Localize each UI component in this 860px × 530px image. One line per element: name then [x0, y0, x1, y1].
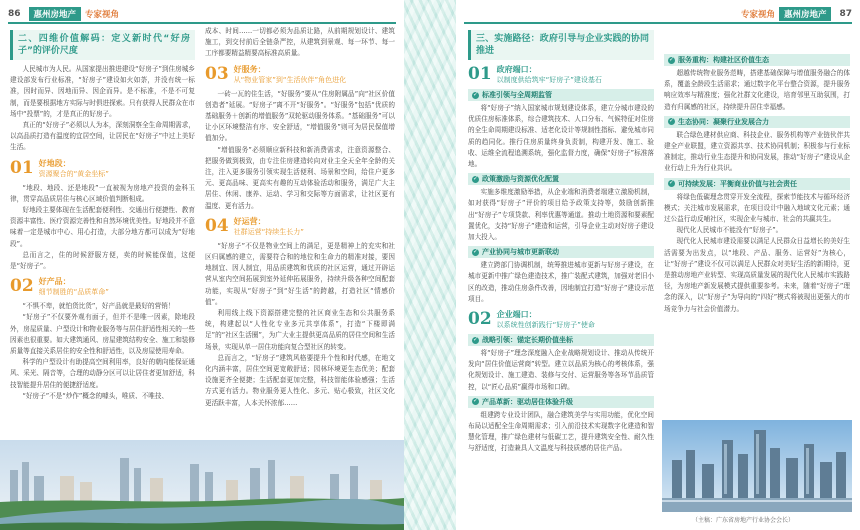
subsection-title: 好产品：	[38, 277, 71, 287]
paragraph: 好地段主要体现在生活配套便利性、交通出行便捷性、教育资源丰富性、医疗资源完善性和自然环境优美性。好地段并不意味着一定是城市中心、用心打造，大部分地方都可以成为“好地段”。	[10, 206, 195, 248]
subsection-header	[468, 310, 654, 330]
subsection-subtitle: 从“物业管家”到“生活伙伴”角色进化	[233, 75, 347, 84]
paragraph: 将“好房子”纳入国家城市规划建设体系，建立分城市建设的优质住房标准体系，综合建筑技术、人口分布、气候特征对住房的全生命周期建设标准、适老化设计等规制性指标、避免城市同质的趋同化。推行住房质量终身负责制，构建开发、施工、验收、运维全流程追溯系统，强化监督力度，确保“好房子”标准落地。	[468, 104, 654, 169]
paragraph: 成本、时间……一切都必须为品质让路，从前期规划设计、建筑施工，到交付前后全链条严控，从建筑到景观、每一环节、每一工序都要精益精要高标准高质量。	[205, 27, 395, 58]
right-page	[456, 0, 860, 530]
paragraph: 实施多维度激励举措，从企业端和消费者端建立激励机制，如对获得“好房子”评价的项目给予政策支持等，鼓励创新推出“好房子”专项贷款、利率优惠等通道。推动土地资源和要素配置优化，支持“好房子”建造和运营，引导企业主动对好房子建设加大投入。	[468, 188, 654, 242]
subsection-header	[205, 217, 395, 237]
subsection-title: 政府端口：	[496, 65, 537, 74]
subsection-subtitle: 细节制胜的“品质革命”	[38, 288, 109, 297]
paragraph: 联合绿色建材供应商、科技企业、服务机构等产业链伙伴共建全产业联盟，建立资源共享、技术协同机制；积极参与行业标准制定，推动行业生态提升和协同发展，推动“好房子”建设从企业行动上升为行业共识。	[664, 130, 850, 173]
subsection-number: 02	[468, 309, 492, 330]
topic-bar: ✓ 战略引领：锚定长期价值坐标	[468, 334, 654, 346]
check-icon	[668, 118, 675, 125]
paragraph: “不惧不卑，就怕货比货”，好产品就是最好的营销！	[22, 302, 175, 311]
skyline-photo	[662, 420, 852, 512]
check-icon	[472, 337, 479, 344]
subsection-header	[10, 277, 195, 297]
page-number: 87	[839, 9, 852, 19]
paragraph: 将绿色低碳理念贯穿开发全流程，探索节能技术与循环经济模式；关注城市发展需求，在项目设计中融入地域文化元素；通过公益行动反哺社区，实现企业与城市、社会的共赢共生。	[664, 192, 850, 224]
paragraph: 一砖一瓦的住生活，“好服务”要从“住房附属品”向“社区价值创造者”延展。“好房子”离不开“好服务”。“好服务”包括“优质的基础服务＋创新的增值服务”双轮驱动服务体系。“基础服务”可以让小区环境整洁有序、安全舒适，“增值服务”则可为居民保值增值加分。	[205, 89, 395, 143]
paragraph: 总而言之，“好房子”建筑风格要提升个性和时代感，在地文化内涵丰富，居住空间更宽敞舒适；园林环境更生态优美；配套设施更齐全便捷；生活配套更加完整，科技智能体验感强；生活方式更有活力。物业服务更人性化、多元、贴心极致，社区文化更活跃丰富，人本关怀浓郁……	[205, 353, 395, 407]
subsection-subtitle: 社群运营“持续生长力”	[233, 227, 304, 236]
check-icon	[472, 176, 479, 183]
paragraph: “好房子”不仅要外观有面子，但并不是唯一因素，除地段外，房屋质量、户型设计和物业服务等与居住舒适性相关的一些因素也很重要。如大建筑通风、房屋建筑结构安全、施工和装修质量等直接关系居住的安全性和舒适性，以及房屋使用寿命。	[10, 313, 195, 356]
author-caption: （主稿：广东省房地产行业协会会长）	[692, 517, 795, 524]
paragraph: “好房子”不是“炒作”概念的噱头，唯质、不唯技、	[22, 391, 169, 400]
subsection-number: 01	[468, 64, 492, 84]
paragraph: 科学的户型设计有助提高空间利用率，良好的朝向能保证通风、采光、隔音等，合理的动静分区可以让居住者更加舒适，科技智能提升居住的便捷舒适度。	[10, 358, 195, 389]
section-heading: 三、实施路径：政府引导与企业实践的协同推进	[468, 30, 654, 60]
magazine-tag: 惠州房地产	[779, 7, 832, 21]
left-page	[0, 0, 404, 530]
paragraph: 超越传统物业服务范畴，搭建基础保障与增值服务融合的体系，覆盖全龄段生活需求；通过数字化平台整合资源，提升服务响应效率与精准度；强化社群文化建设，培育邻里互助氛围，打造有归属感的社区，持续提升居住幸福感。	[664, 69, 850, 111]
subsection-header	[10, 159, 195, 179]
check-icon	[668, 180, 675, 187]
right-column-1	[468, 30, 654, 455]
city-river-photo	[0, 440, 404, 530]
subsection-number: 03	[205, 63, 229, 84]
header-rule	[464, 22, 852, 24]
subsection-number: 02	[10, 276, 34, 297]
section-heading: 二、四维价值解码：定义新时代“好房子”的评价尺度	[10, 30, 195, 60]
paragraph: 现代化人民城市建设需要以满足人民群众日益增长的美好生活需要为出发点，以“地段、产品、服务、运营好”为核心，让“好房子”建设不仅可以满足人民群众对美好生活的新期待，更是推动房地产业转型、实现高质量发展的现代化人民城市实践路径，为房地产新发展模式提供重要参考。未来，随着“好房子”理念的深入，以“好房子”为导向的“四好”模式将被现出更强大的市场竞争力与社会价值潜力。	[664, 237, 850, 313]
section-tag: 专家视角	[740, 10, 775, 20]
subsection-header	[205, 65, 395, 85]
header-rule	[8, 22, 396, 24]
topic-bar: ✓ 生态协同：凝聚行业发展合力	[664, 116, 850, 128]
topic-bar: ✓ 产业协同与城市更新联动	[468, 246, 654, 258]
subsection-title: 企业端口：	[496, 310, 537, 320]
topic-bar: ✓ 政策激励与资源优化配置	[468, 173, 654, 185]
left-column-1	[10, 30, 195, 402]
check-icon	[668, 57, 675, 64]
subsection-header	[468, 65, 654, 85]
subsection-subtitle: 以制度供给筑牢“好房子”建设基石	[496, 76, 602, 84]
topic-bar: ✓ 产品革新：驱动居住体验升级	[468, 396, 654, 408]
subsection-number: 04	[205, 215, 229, 236]
subsection-subtitle: 资源聚合的“黄金坐标”	[38, 169, 109, 178]
subsection-number: 01	[10, 157, 34, 178]
center-gutter-decoration	[404, 0, 456, 530]
left-column-2	[205, 26, 395, 409]
paragraph: 总而言之，住的时候舒服方便，卖的时候能保值，这便是“好房子”。	[10, 250, 195, 271]
paragraph: 真正的“好房子”必须以人为本，深刻洞察全生命周期需求，以高品质打造有温度的宜居空间，让居民在“好房子”中过上美好生活。	[10, 121, 195, 152]
topic-bar: ✓ 可持续发展：平衡商业价值与社会责任	[664, 178, 850, 190]
paragraph: 现代化人民城市不能没有“好房子”。	[676, 226, 783, 235]
right-header	[741, 6, 852, 22]
paragraph: 建立跨部门协调机制，统筹推进城市更新与好房子建设，在城市更新中推广绿色建造技术，推广装配式建筑，加强对老旧小区的改造，推动住房条件改善，因地制宜打造“好房子”建设示范项目。	[468, 261, 654, 303]
subsection-title: 好地段：	[38, 158, 71, 168]
subsection-title: 好服务：	[233, 64, 266, 74]
check-icon	[472, 249, 479, 256]
paragraph: “好房子”不仅是物业空间上的满足，更是精神上的充实和社区归属感的建立，需要符合和的地位和生命力的精准对接，要因地制宜、因人制宜，用品质建筑和优质的社区运营，通过开辟运营从室内空间拓展到室外延伸拓展服务，持续升级各种空间配套功能，实现从“好房子”到“好生活”的跨越，打造社区“情感价值”。	[205, 241, 395, 306]
paragraph: 将“好房子”理念深度融入企业战略规划设计、推动从传统开发向“居住价值运营商”转型。建立以品质为核心的考核体系，强化规划设计、施工建造、装修与交付、运营服务等各环节品质管控，以“匠心品质”赢得市场和口碑。	[468, 349, 654, 391]
check-icon	[472, 92, 479, 99]
subsection-title: 好运营：	[233, 216, 266, 226]
left-header	[8, 6, 119, 22]
section-tag: 专家视角	[85, 10, 120, 20]
paragraph: “增值服务”必须顺应新科技和新消费需求，注意资源整合、把服务做到极致，由专注住房建造转向对业主全天全年全龄的关注，注入更多服务引领实现生活便利、场景和空间，给住户更多元、更高品味、更高实有趣的互动体验活动和服务，满足广大主居住、休闲、康养、运动、学习和交际等方面需求，让社区更有温度、更有活力。	[205, 145, 395, 210]
topic-bar: ✓ 标准引领与全周期监管	[468, 89, 654, 101]
check-icon	[472, 398, 479, 405]
paragraph: 组建跨专业设计团队，融合建筑美学与实用功能，优化空间布局以适配全生命周期需求；引入前沿技术实现数字化建造和智慧化管理，推广绿色建材与低碳工艺，提升建筑安全性、耐久性与舒适度，打造兼具人文温度与科技质感的居住产品。	[468, 410, 654, 453]
paragraph: 利用线上线下资源搭建完整的社区商业生态和公共服务系统，构建起以“人性化专业多元共享体系”，打造“下楼即满足”的“社区生活圈”，为广大业主提供更高品质的居住空间和生活场景，实现从单一居住功能向复合型社区的转变。	[205, 309, 395, 351]
page-number: 86	[8, 9, 21, 19]
right-column-2	[664, 30, 850, 315]
paragraph: “地段、地段、还是地段”一直被视为房地产投资的金科玉律，贯穿高品质居住与核心区域价值判断相成。	[10, 183, 195, 203]
subsection-subtitle: 以系统性创新践行“好房子”使命	[496, 321, 595, 330]
paragraph: 人民城市为人民。从国家提出推进建设“好房子”到住房城乡建设部发布行业标准，“好房子”建设如火如荼，并没有统一标准，因时而异、因地而异、因企而异。是不标准，不是不可复制，而是要根据地方实际与时俱进探索。只有获得人民群众在市场中“投票”的，才是真正的好房子。	[10, 65, 195, 118]
magazine-tag: 惠州房地产	[29, 7, 82, 21]
topic-bar: ✓ 服务重构：构建社区价值生态	[664, 54, 850, 66]
